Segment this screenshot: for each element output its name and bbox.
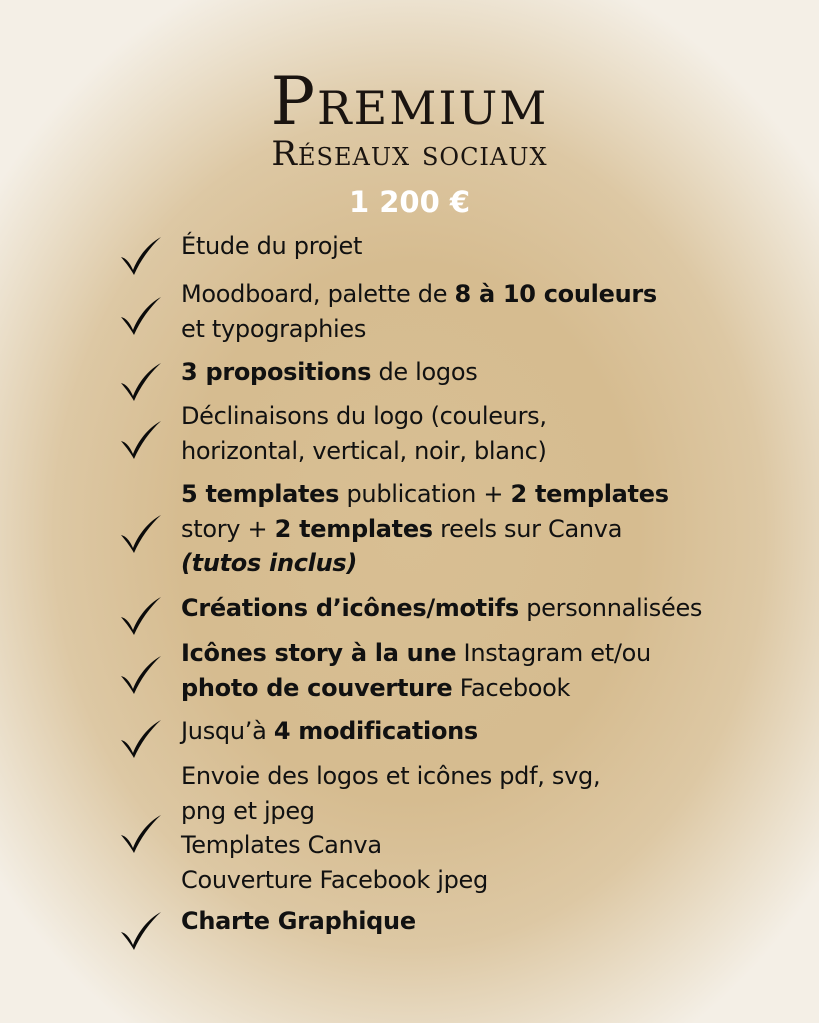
feature-text-segment: Étude du projet xyxy=(181,232,363,260)
feature-text xyxy=(181,904,771,939)
check-icon xyxy=(118,811,164,857)
feature-text-segment: Instagram et/ou xyxy=(456,639,651,667)
check-icon xyxy=(118,652,164,698)
feature-highlight: Icônes story à la une xyxy=(181,639,457,667)
feature-line xyxy=(181,863,771,898)
feature-highlight: (tutos inclus) xyxy=(181,549,358,577)
feature-text xyxy=(181,477,771,581)
check-icon xyxy=(118,593,164,639)
feature-text xyxy=(181,277,771,346)
feature-text xyxy=(181,759,771,897)
feature-line xyxy=(181,714,771,749)
feature-line xyxy=(181,312,771,347)
feature-highlight: 5 templates xyxy=(181,480,340,508)
feature-highlight: 3 propositions xyxy=(181,358,372,386)
feature-text xyxy=(181,636,771,705)
feature-line xyxy=(181,904,771,939)
plan-subtitle: Réseaux sociaux xyxy=(271,134,548,174)
feature-line xyxy=(181,671,771,706)
check-icon xyxy=(118,716,164,762)
feature-line xyxy=(181,477,771,512)
feature-highlight: 2 templates xyxy=(510,480,669,508)
feature-text-segment: png et jpeg xyxy=(181,796,315,825)
feature-text xyxy=(181,355,771,390)
feature-text-segment: Envoie des logos et icônes pdf, svg, xyxy=(181,762,601,790)
check-icon xyxy=(118,908,164,954)
check-icon xyxy=(118,417,164,463)
feature-line xyxy=(181,759,771,794)
feature-text xyxy=(181,714,771,749)
feature-text xyxy=(181,399,771,468)
feature-highlight: 4 modifications xyxy=(273,717,478,745)
feature-text-segment: Jusqu’à xyxy=(181,717,274,745)
feature-line xyxy=(181,828,771,863)
plan-price: 1 200 € xyxy=(348,185,471,219)
feature-text-segment: reels sur Canva xyxy=(432,514,623,543)
feature-line xyxy=(181,591,771,626)
check-icon xyxy=(118,359,164,405)
feature-text-segment: story + xyxy=(181,514,275,543)
check-icon xyxy=(118,233,164,279)
feature-line xyxy=(181,277,771,312)
feature-line xyxy=(181,355,771,390)
feature-line xyxy=(181,546,771,581)
feature-line xyxy=(181,229,771,264)
plan-title: Premium xyxy=(270,63,549,140)
feature-text-segment: de logos xyxy=(371,358,478,386)
feature-text xyxy=(181,591,771,626)
feature-highlight: Créations d’icônes/motifs xyxy=(181,594,519,622)
feature-line xyxy=(181,434,771,469)
feature-text-segment: Moodboard, palette de xyxy=(181,280,455,308)
feature-highlight: Charte Graphique xyxy=(181,907,416,935)
check-icon xyxy=(118,293,164,339)
check-icon xyxy=(118,511,164,557)
feature-text-segment: horizontal, vertical, noir, blanc) xyxy=(181,436,547,465)
feature-text-segment: personnalisées xyxy=(518,594,703,622)
feature-line xyxy=(181,399,771,434)
feature-text-segment: et typographies xyxy=(181,314,367,343)
feature-text-segment: Déclinaisons du logo (couleurs, xyxy=(181,402,547,430)
feature-line xyxy=(181,636,771,671)
feature-text-segment: Facebook xyxy=(452,673,571,702)
feature-highlight: 8 à 10 couleurs xyxy=(454,280,657,308)
feature-text xyxy=(181,229,771,264)
feature-highlight: 2 templates xyxy=(274,514,433,543)
feature-text-segment: Couverture Facebook jpeg xyxy=(181,865,488,894)
feature-highlight: photo de couverture xyxy=(181,673,453,702)
feature-text-segment: publication + xyxy=(339,480,511,508)
feature-text-segment: Templates Canva xyxy=(181,831,382,859)
feature-line xyxy=(181,794,771,829)
feature-line xyxy=(181,512,771,547)
